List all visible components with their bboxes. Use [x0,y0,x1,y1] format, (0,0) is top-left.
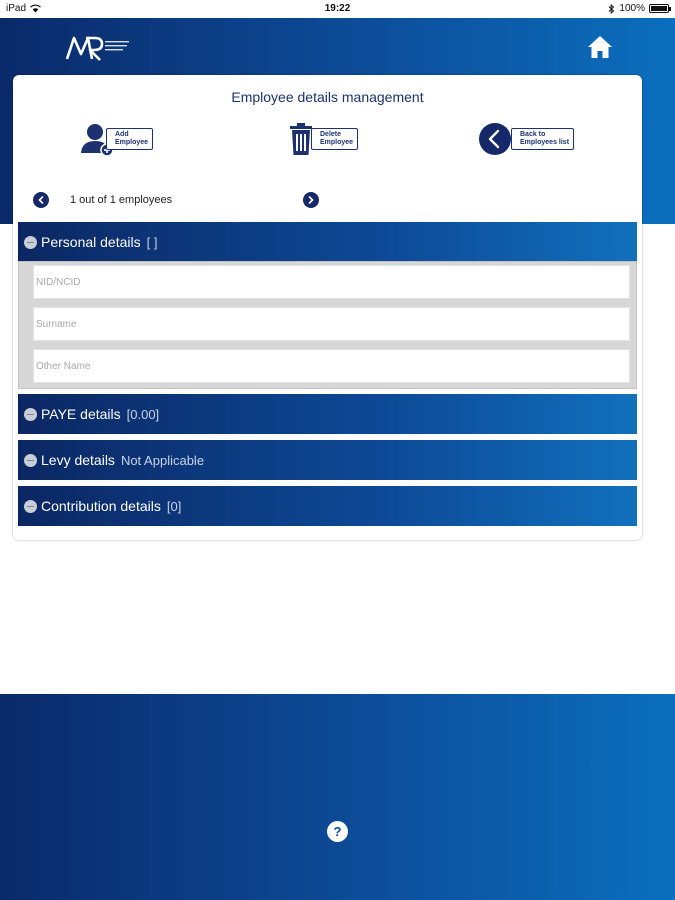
section-summary: Not Applicable [120,452,205,468]
help-icon: ? [333,824,342,839]
expand-icon [24,500,37,513]
status-time: 19:22 [324,3,351,14]
mra-logo [64,32,134,62]
status-bar [0,0,675,18]
add-employee-label: Add Employee [106,128,153,150]
section-title: Contribution details [41,498,161,514]
employee-pager [33,192,333,210]
back-to-list-button[interactable] [477,119,574,159]
back-to-list-label: Back to Employees list [511,128,574,150]
levy-details-header[interactable] [18,440,637,480]
chevron-left-icon [37,196,45,204]
other-name-field[interactable] [33,349,630,383]
next-employee-button[interactable] [303,192,319,208]
battery-icon [649,4,669,13]
expand-icon [24,408,37,421]
nid-field[interactable] [33,265,630,299]
home-icon[interactable] [586,34,614,60]
page-title: Employee details management [231,89,424,105]
help-button[interactable] [327,821,348,842]
employee-card [13,75,642,540]
add-employee-button[interactable] [78,119,153,159]
personal-details-body [18,261,637,389]
expand-icon [24,454,37,467]
chevron-right-icon [307,196,315,204]
back-chevron-icon [477,121,513,157]
bluetooth-icon [608,4,615,14]
pager-text: 1 out of 1 employees [70,194,173,206]
contribution-details-header[interactable] [18,486,637,526]
battery-fill [651,6,667,11]
footer-background [0,694,675,900]
personal-details-header[interactable] [18,222,637,262]
section-title: PAYE details [41,406,121,422]
section-summary: [0.00] [126,406,160,422]
section-title: Levy details [41,452,115,468]
section-title: Personal details [41,234,141,250]
previous-employee-button[interactable] [33,192,49,208]
delete-employee-button[interactable] [283,119,358,159]
surname-field[interactable] [33,307,630,341]
delete-employee-label: Delete Employee [311,128,358,150]
device-label: iPad [6,3,27,14]
collapse-icon [24,236,37,249]
battery-percent: 100% [619,3,645,14]
paye-details-header[interactable] [18,394,637,434]
section-summary: [ ] [146,234,158,250]
section-summary: [0] [166,498,182,514]
